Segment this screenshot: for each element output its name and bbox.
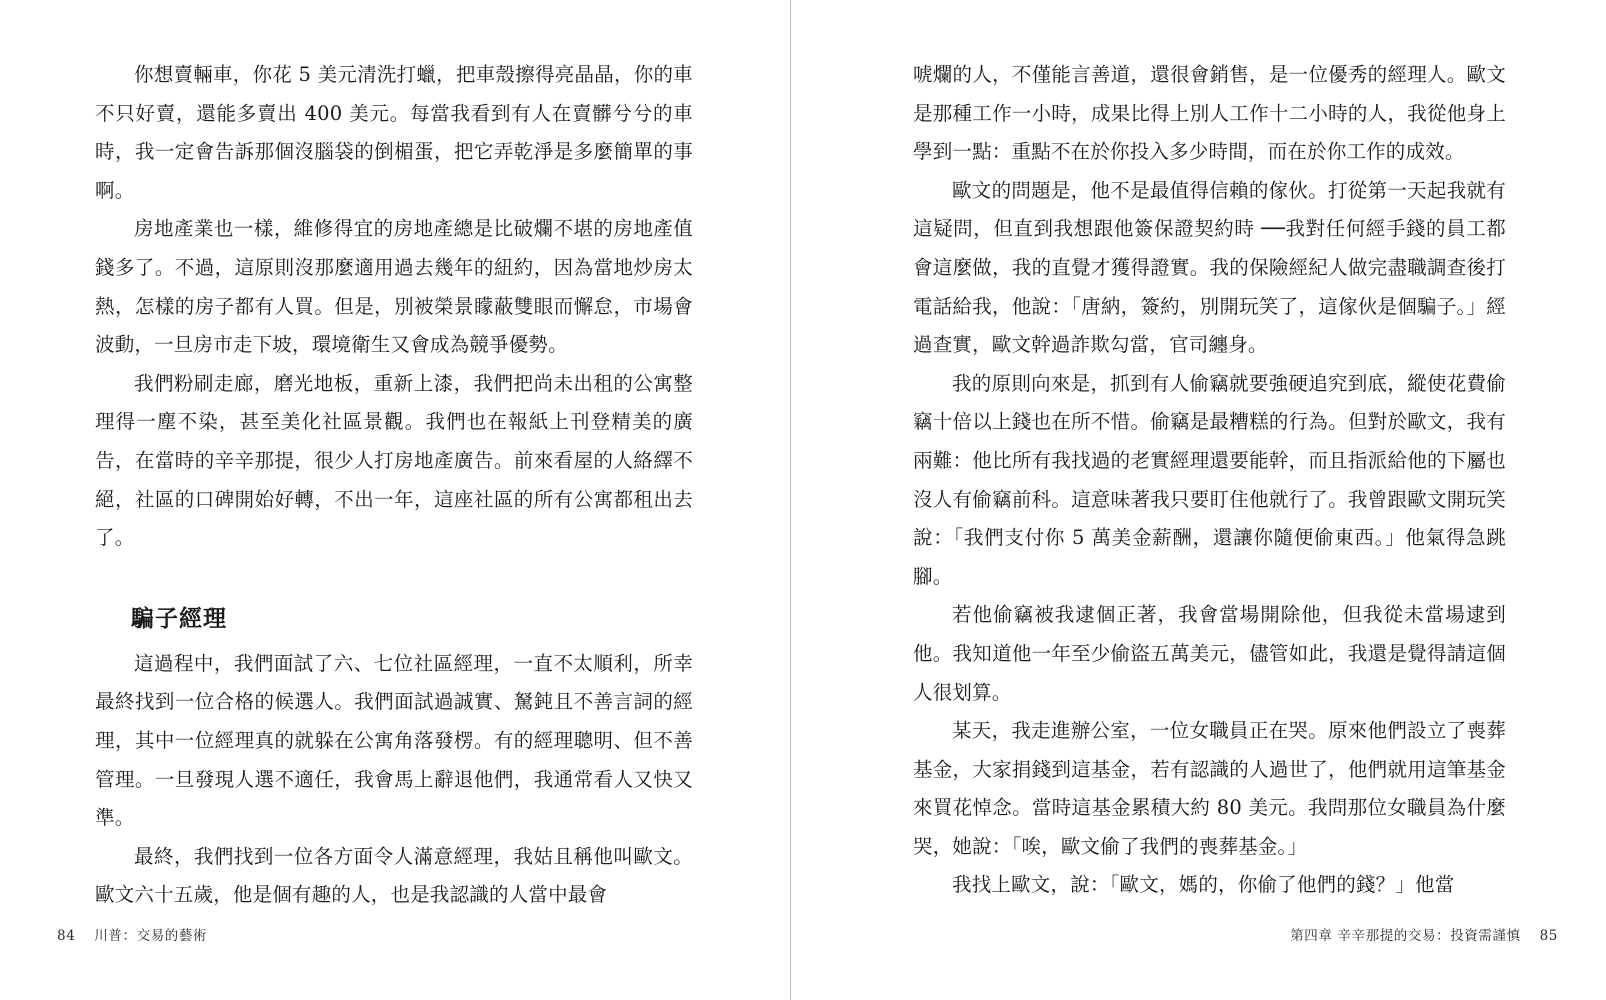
- paragraph: 房地產業也一樣，維修得宜的房地產總是比破爛不堪的房地產值錢多了。不過，這原則沒那麼適用過去幾年的紐約，因為當地炒房太熱，怎樣的房子都有人買。但是，別被榮景矇蔽雙眼而懈怠，市場會波動，一旦房市走下坡，環境衛生又會成為競爭優勢。: [95, 217, 693, 357]
- paragraph: 若他偷竊被我逮個正著，我會當場開除他，但我從未當場逮到他。我知道他一年至少偷盜五萬美元，儘管如此，我還是覺得請這個人很划算。: [913, 603, 1506, 704]
- left-page-footer: [57, 924, 207, 944]
- paragraph: 最終，我們找到一位各方面令人滿意經理，我姑且稱他叫歐文。歐文六十五歲，他是個有趣的人，也是我認識的人當中最會: [95, 844, 693, 907]
- running-head: 川普：交易的藝術: [94, 928, 208, 944]
- running-head: 第四章 辛辛那提的交易：投資需謹慎: [1290, 928, 1521, 944]
- paragraph: 某天，我走進辦公室，一位女職員正在哭。原來他們設立了喪葬基金，大家捐錢到這基金，若有認識的人過世了，他們就用這筆基金來買花悼念。當時這基金累積大約 80 美元。我問那位女職員為什麼哭，她說：「唉，歐文偷了我們的喪葬基金。」: [913, 719, 1506, 858]
- paragraph: 我的原則向來是，抓到有人偷竊就要強硬追究到底，縱使花費偷竊十倍以上錢也在所不惜。偷竊是最糟糕的行為。但對於歐文，我有兩難：他比所有我找過的老實經理還要能幹，而且指派給他的下屬也沒人有偷竊前科。這意味著我只要盯住他就行了。我曾跟歐文開玩笑說：「我們支付你 5 萬美金薪酬，還讓你隨便偷東西。」他氣得急跳腳。: [913, 371, 1506, 588]
- spread-divider: [790, 0, 791, 1000]
- right-page: [803, 0, 1606, 1000]
- paragraph: 唬爛的人，不僅能言善道，還很會銷售，是一位優秀的經理人。歐文是那種工作一小時，成果比得上別人工作十二小時的人，我從他身上學到一點：重點不在於你投入多少時間，而在於你工作的成效。: [913, 63, 1506, 164]
- paragraph: 我找上歐文，說：「歐文，媽的，你偷了他們的錢？」他當: [952, 873, 1455, 897]
- right-page-footer: [1290, 924, 1558, 944]
- paragraph: 你想賣輛車，你花 5 美元清洗打蠟，把車殼擦得亮晶晶，你的車不只好賣，還能多賣出 400 美元。每當我看到有人在賣髒兮兮的車時，我一定會告訴那個沒腦袋的倒楣蛋，把它弄乾淨是多麼簡單的事啊。: [95, 63, 693, 202]
- paragraph: 我們粉刷走廊，磨光地板，重新上漆，我們把尚未出租的公寓整理得一塵不染，甚至美化社區景觀。我們也在報紙上刊登精美的廣告，在當時的辛辛那提，很少人打房地產廣告。前來看屋的人絡繹不絕，社區的口碑開始好轉，不出一年，這座社區的所有公寓都租出去了。: [95, 371, 693, 550]
- page-number: 84: [57, 928, 76, 944]
- section-heading: 騙子經理: [131, 604, 227, 632]
- paragraph: 這過程中，我們面試了六、七位社區經理，一直不太順利，所幸最終找到一位合格的候選人。我們面試過誠實、駑鈍且不善言詞的經理，其中一位經理真的就躲在公寓角落發楞。有的經理聰明、但不善管理。一旦發現人選不適任，我會馬上辭退他們，我通常看人又快又準。: [95, 651, 693, 830]
- paragraph: 歐文的問題是，他不是最值得信賴的傢伙。打從第一天起我就有這疑問，但直到我想跟他簽保證契約時 ──我對任何經手錢的員工都會這麼做，我的直覺才獲得證實。我的保險經紀人做完盡職調查後打電話給我，他說：「唐納，簽約，別開玩笑了，這傢伙是個騙子。」經過查實，歐文幹過詐欺勾當，官司纏身。: [913, 178, 1506, 357]
- left-page-text-column: [95, 56, 693, 915]
- page-number: 85: [1539, 928, 1558, 944]
- right-page-text-column: [913, 56, 1506, 905]
